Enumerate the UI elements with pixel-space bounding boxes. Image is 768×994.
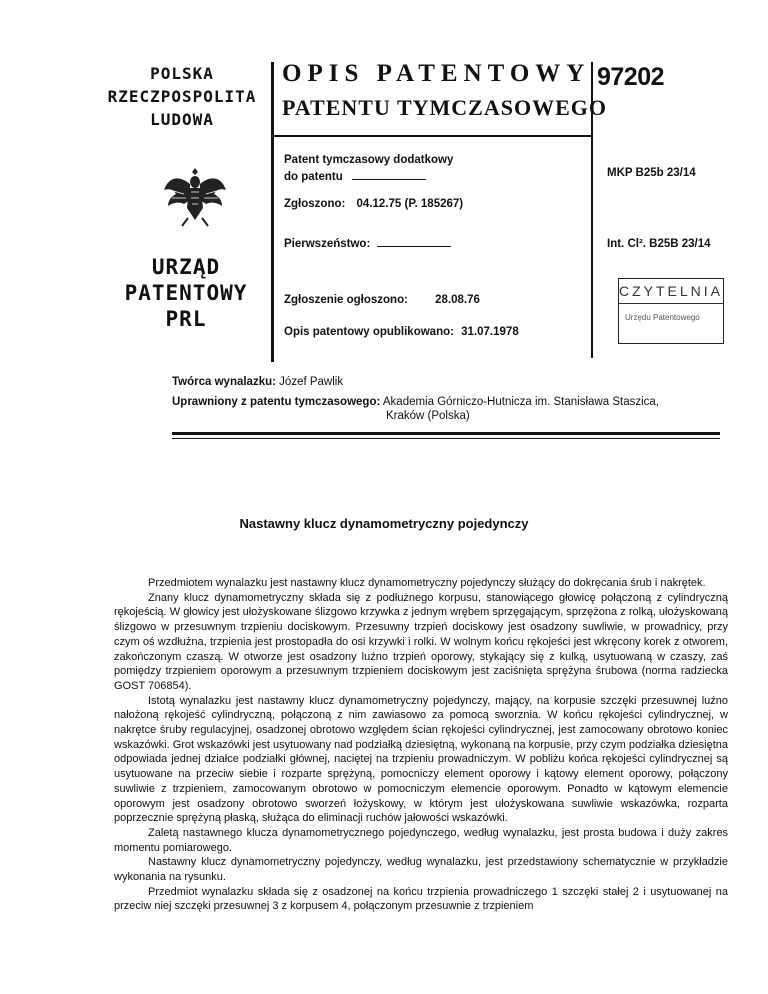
country-line: LUDOWA <box>150 110 214 129</box>
patent-number: 97202 <box>597 63 665 91</box>
holder-label: Uprawniony z patentu tymczasowego: <box>172 396 381 408</box>
eagle-emblem-icon <box>160 160 230 230</box>
paragraph: Istotą wynalazku jest nastawny klucz dynamometryczny pojedynczy, mający, na korpusie szczęki przesuwnej luźno nałożoną rękojeść cylindryczną, połączoną z nim zawiasowo za pomocą sworznia. W końcu rękojeści cylindrycznej, w nakrętce śruby regulacyjnej, osadzonej obrotowo względem ścian rękojeści cylindrycznej, jest zamocowany obrotowo koniec wskazówki. Grot wskazówki jest usytuowany nad podziałką dziesiętną, wykonaną na korpusie, przy czym podziałka dziesiętna odpowiada jednej działce podziałki głównej, naciętej na trzpieniu prowadniczym. W pobliżu końca rękojeści cylindrycznej są usytuowane na przeciw siebie i rozparte sprężyną, pomocniczy element oporowy i kątowy element oporowy, połączony suwliwie z trzpieniem, zamocowanym obrotowo w pomocniczym elemencie oporowym. Ponadto w kątowym elemencie oporowym jest osadzony obrotowo sworzeń łożyskowy, w którym jest ułożyskowana suwliwie wskazówka, rozparta poprzecznie sprężyną płaską, służąca do eliminacji ruchów jałowości wskazówki. <box>114 694 728 825</box>
section-rule-thin <box>172 438 720 439</box>
issued-label: Opis patentowy opublikowano: <box>284 326 454 338</box>
document-type-title: OPIS PATENTOWY <box>282 60 591 87</box>
section-rule <box>172 432 720 435</box>
office-line: URZĄD <box>151 255 221 279</box>
published-label: Zgłoszenie ogłoszono: <box>284 294 408 306</box>
stamp-divider <box>619 303 723 304</box>
filed-date <box>284 198 463 210</box>
divider-vertical <box>271 62 274 362</box>
paragraph: Nastawny klucz dynamometryczny pojedynczy, według wynalazku, jest przedstawiony schematycznie w przykładzie wykonania na rysunku. <box>114 856 728 884</box>
issued-value: 31.07.1978 <box>461 326 519 338</box>
paragraph: Przedmiotem wynalazku jest nastawny klucz dynamometryczny pojedynczy służący do dokręcania śrub i nakrętek. <box>148 577 706 589</box>
description-body <box>114 576 728 914</box>
mkp-class: MKP B25b 23/14 <box>607 167 696 179</box>
filed-value: 04.12.75 (P. 185267) <box>356 198 464 210</box>
country-line: RZECZPOSPOLITA <box>107 87 257 106</box>
patent-office <box>96 254 276 332</box>
country-name <box>94 62 270 131</box>
blank-line <box>352 169 426 180</box>
paragraph: Zaletą nastawnego klucza dynamometrycznego pojedynczego, według wynalazku, jest prosta budowa i duży zakres momentu pomiarowego. <box>114 826 728 854</box>
inventor <box>172 376 343 388</box>
filed-label: Zgłoszono: <box>284 198 346 210</box>
additional-patent-label-2: do patentu <box>284 171 343 183</box>
patent-holder <box>172 396 659 408</box>
holder-city: Kraków (Polska) <box>386 410 470 422</box>
holder-name: Akademia Górniczo-Hutnicza im. Stanisława Staszica, <box>382 396 659 408</box>
office-line: PATENTOWY <box>124 281 248 305</box>
inventor-name: Józef Pawlik <box>279 376 344 388</box>
office-line: PRL <box>165 307 207 331</box>
issued-date <box>284 326 519 338</box>
priority-label: Pierwszeństwo: <box>284 238 371 250</box>
document-subtype-title: PATENTU TYMCZASOWEGO <box>282 95 607 120</box>
published-value: 28.08.76 <box>435 294 480 306</box>
invention-title: Nastawny klucz dynamometryczny pojedynczy <box>239 516 529 531</box>
paragraph: Znany klucz dynamometryczny składa się z podłużnego korpusu, stanowiącego głowicę połączoną z cylindryczną rękojeścią. W głowicy jest ułożyskowane ślizgowo krzywka z jednym wrębem sprzęgającym, sprzężona z rolką, ułożyskowaną ślizgowo w przesuwnym trzpieniu dociskowym. Przesuwny trzpień dociskowy jest osadzony suwliwie, w prowadnicy, przy czym oś wzdłużna, trzpienia jest prostopadła do osi krzywki i rolki. W wolnym końcu rękojeści jest wkręcony korek z otworem, zakończonym czaszą. W otworze jest osadzony luźno trzpień oporowy, stykający się z kulką, usytuowaną w czaszy, zaś pomiędzy trzpieniem oporowym a przesuwnym trzpieniem dociskowym jest zaciśnięta sprężyna śrubowa (norma radziecka GOST 706854). <box>114 591 728 692</box>
priority <box>284 236 451 250</box>
country-line: POLSKA <box>150 64 214 83</box>
int-cl-class: Int. Cl². B25B 23/14 <box>607 238 711 250</box>
additional-patent-label: Patent tymczasowy dodatkowy <box>284 154 454 166</box>
stamp-word: CZYTELNIA <box>619 283 724 299</box>
library-stamp <box>618 278 724 344</box>
divider-horizontal <box>271 135 592 137</box>
stamp-small-text: Urzędu Patentowego <box>625 313 700 322</box>
published-date <box>284 294 480 306</box>
paragraph: Przedmiot wynalazku składa się z osadzonej na końcu trzpienia prowadniczego 1 szczęki stałej 2 i usytuowanej na przeciw niej szczęki przesuwnej 3 z korpusem 4, połączonym przesuwnie z trzpieniem <box>114 885 728 913</box>
additional-patent-ref <box>284 169 426 183</box>
inventor-label: Twórca wynalazku: <box>172 376 276 388</box>
blank-line <box>377 236 451 247</box>
